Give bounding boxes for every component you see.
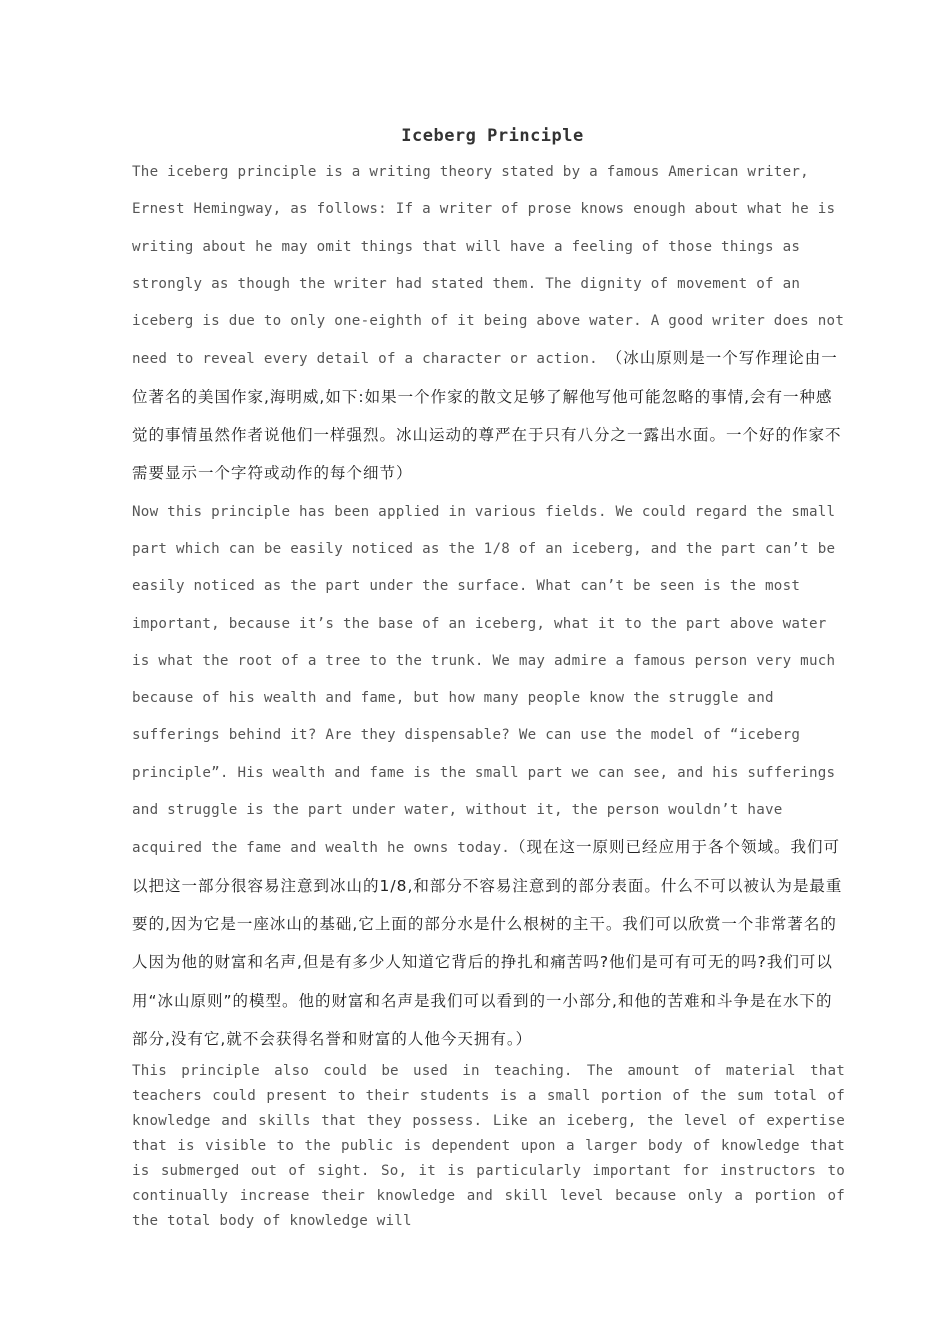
paragraph-2-chinese: （现在这一原则已经应用于各个领域。我们可以把这一部分很容易注意到冰山的1/8,和部分不容易注意到的部分表面。什么不可以被认为是最重要的,因为它是一座冰山的基础,它上面的部分水是什么根树的主干。我们可以欣赏一个非常著名的人因为他的财富和名声,但是有多少人知道它背后的挣扎和痛苦吗?他们是可有可无的吗?我们可以用“冰山原则”的模型。他的财富和名声是我们可以看到的一小部分,和他的苦难和斗争是在水下的部分,没有它,就不会获得名誉和财富的人他今天拥有。）: [132, 838, 843, 1048]
document-title: Iceberg Principle: [401, 126, 584, 146]
paragraph-hemingway: [132, 154, 845, 494]
paragraph-applications: [132, 494, 845, 1059]
paragraph-2-english: Now this principle has been applied in various fields. We could regard the small part which can be easily noticed as the 1/8 of an iceberg, and the part can’t be easily noticed as the part under the surface. What can’t be seen is the most important, because it’s the base of an iceberg, what it to the part above water is what the root of a tree to the trunk. We may admire a famous person very much because of his wealth and fame, but how many people know the struggle and sufferings behind it? Are they dispensable? We can use the model of “iceberg principle”. His wealth and fame is the small part we can see, and his sufferings and struggle is the part under water, without it, the person wouldn’t have acquired the fame and wealth he owns today.: [132, 503, 836, 857]
paragraph-1-english: The iceberg principle is a writing theory stated by a famous American writer, Ernest Hemingway, as follows: If a writer of prose knows enough about what he is writing about he may omit things that will have a feeling of those things as strongly as though the writer had stated them. The dignity of movement of an iceberg is due to only one-eighth of it being above water. A good writer does not need to reveal every detail of a character or action.: [132, 164, 845, 368]
paragraph-1-chinese: （冰山原则是一个写作理论由一位著名的美国作家,海明威,如下:如果一个作家的散文足够了解他写他可能忽略的事情,会有一种感觉的事情虽然作者说他们一样强烈。冰山运动的尊严在于只有八分之一露出水面。一个好的作家不需要显示一个字符或动作的每个细节）: [132, 349, 842, 483]
paragraph-teaching: This principle also could be used in teaching. The amount of material that teachers could present to their students is a small portion of the sum total of knowledge and skills that they possess. Like an iceberg, the level of expertise that is visible to the public is dependent upon a larger body of knowledge that is submerged out of sight. So, it is particularly important for instructors to continually increase their knowledge and skill level because only a portion of the total body of knowledge will: [132, 1063, 845, 1230]
document-page: [132, 126, 845, 1234]
